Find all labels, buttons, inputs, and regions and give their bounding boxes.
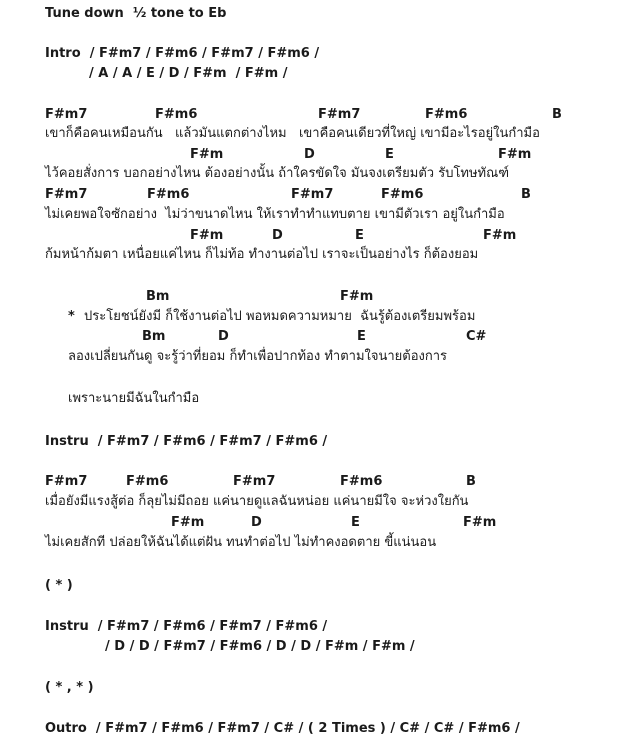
- intro-line-2: / A / A / E / D / F#m / F#m /: [89, 66, 288, 81]
- lyric-line: เมื่อยังมีแรงสู้ต่อ ก็ลุยไม่มีถอย แค่นายดูแลฉันหน่อย แค่นายมีใจ จะห่วงใยกัน: [45, 494, 469, 509]
- chord: E: [355, 228, 364, 243]
- lyric-line: ไม่เคยพอใจซักอย่าง ไม่ว่าขนาดไหน ให้เราทำทำแทบตาย เขามีตัวเรา อยู่ในกำมือ: [45, 207, 505, 222]
- chord: F#m: [190, 147, 224, 162]
- chord: F#m6: [147, 187, 190, 202]
- chord: B: [521, 187, 531, 202]
- chord: D: [272, 228, 283, 243]
- outro-line: Outro / F#m7 / F#m6 / F#m7 / C# / ( 2 Times ) / C# / C# / F#m6 /: [45, 721, 520, 736]
- chord: B: [466, 474, 476, 489]
- lyric-line: ไว้คอยสั่งการ บอกอย่างไหน ต้องอย่างนั้น ถ้าใครขัดใจ มันจงเตรียมตัว รับโทษทัณฑ์: [45, 166, 509, 181]
- chord: D: [304, 147, 315, 162]
- chord: F#m6: [425, 107, 468, 122]
- chord: C#: [466, 329, 487, 344]
- chord: F#m6: [155, 107, 198, 122]
- chord: F#m: [340, 289, 374, 304]
- instrumental-line: Instru / F#m7 / F#m6 / F#m7 / F#m6 /: [45, 619, 328, 634]
- repeat-marker: ( * , * ): [45, 680, 94, 695]
- chord: E: [385, 147, 394, 162]
- chord: Bm: [146, 289, 170, 304]
- chord: Bm: [142, 329, 166, 344]
- intro-line-1: Intro / F#m7 / F#m6 / F#m7 / F#m6 /: [45, 46, 320, 61]
- chord: F#m: [190, 228, 224, 243]
- lyric-line: ไม่เคยสักที ปล่อยให้ฉันได้แต่ฝัน ทนทำต่อไป ไม่ทำคงอดตาย ขี้แน่นอน: [45, 535, 437, 550]
- instrumental-line: / D / D / F#m7 / F#m6 / D / D / F#m / F#m /: [105, 639, 415, 654]
- chord: E: [357, 329, 366, 344]
- chord: F#m7: [45, 107, 88, 122]
- repeat-marker: ( * ): [45, 578, 73, 593]
- chord: E: [351, 515, 360, 530]
- chord: B: [552, 107, 562, 122]
- lyric-line: ประโยชน์ยังมี ก็ใช้งานต่อไป พอหมดความหมาย ฉันรู้ต้องเตรียมพร้อม: [84, 309, 476, 324]
- chord: F#m: [483, 228, 517, 243]
- chorus-marker: *: [68, 309, 75, 324]
- chord: D: [218, 329, 229, 344]
- chord: F#m6: [381, 187, 424, 202]
- lyric-line: ลองเปลี่ยนกันดู จะรู้ว่าที่ยอม ก็ทำเพื่อปากท้อง ทำตามใจนายต้องการ: [68, 349, 448, 364]
- lyric-line: เขาก็คือคนเหมือนกัน แล้วมันแตกต่างไหม เขาคือคนเดียวที่ใหญ่ เขามีอะไรอยู่ในกำมือ: [45, 126, 540, 141]
- chord: F#m: [171, 515, 205, 530]
- chord: F#m7: [291, 187, 334, 202]
- chord: F#m7: [45, 474, 88, 489]
- lyric-line: เพราะนายมีฉันในกำมือ: [68, 391, 200, 406]
- chord: F#m7: [45, 187, 88, 202]
- chord: F#m6: [340, 474, 383, 489]
- chord: F#m: [498, 147, 532, 162]
- instrumental-line: Instru / F#m7 / F#m6 / F#m7 / F#m6 /: [45, 434, 328, 449]
- chord: D: [251, 515, 262, 530]
- chord: F#m7: [233, 474, 276, 489]
- chord: F#m6: [126, 474, 169, 489]
- chord: F#m7: [318, 107, 361, 122]
- lyric-line: ก้มหน้าก้มตา เหนื่อยแค่ไหน ก็ไม่ท้อ ทำงานต่อไป เราจะเป็นอย่างไร ก็ต้องยอม: [45, 247, 479, 262]
- chord: F#m: [463, 515, 497, 530]
- tuning-note: Tune down ½ tone to Eb: [45, 6, 227, 21]
